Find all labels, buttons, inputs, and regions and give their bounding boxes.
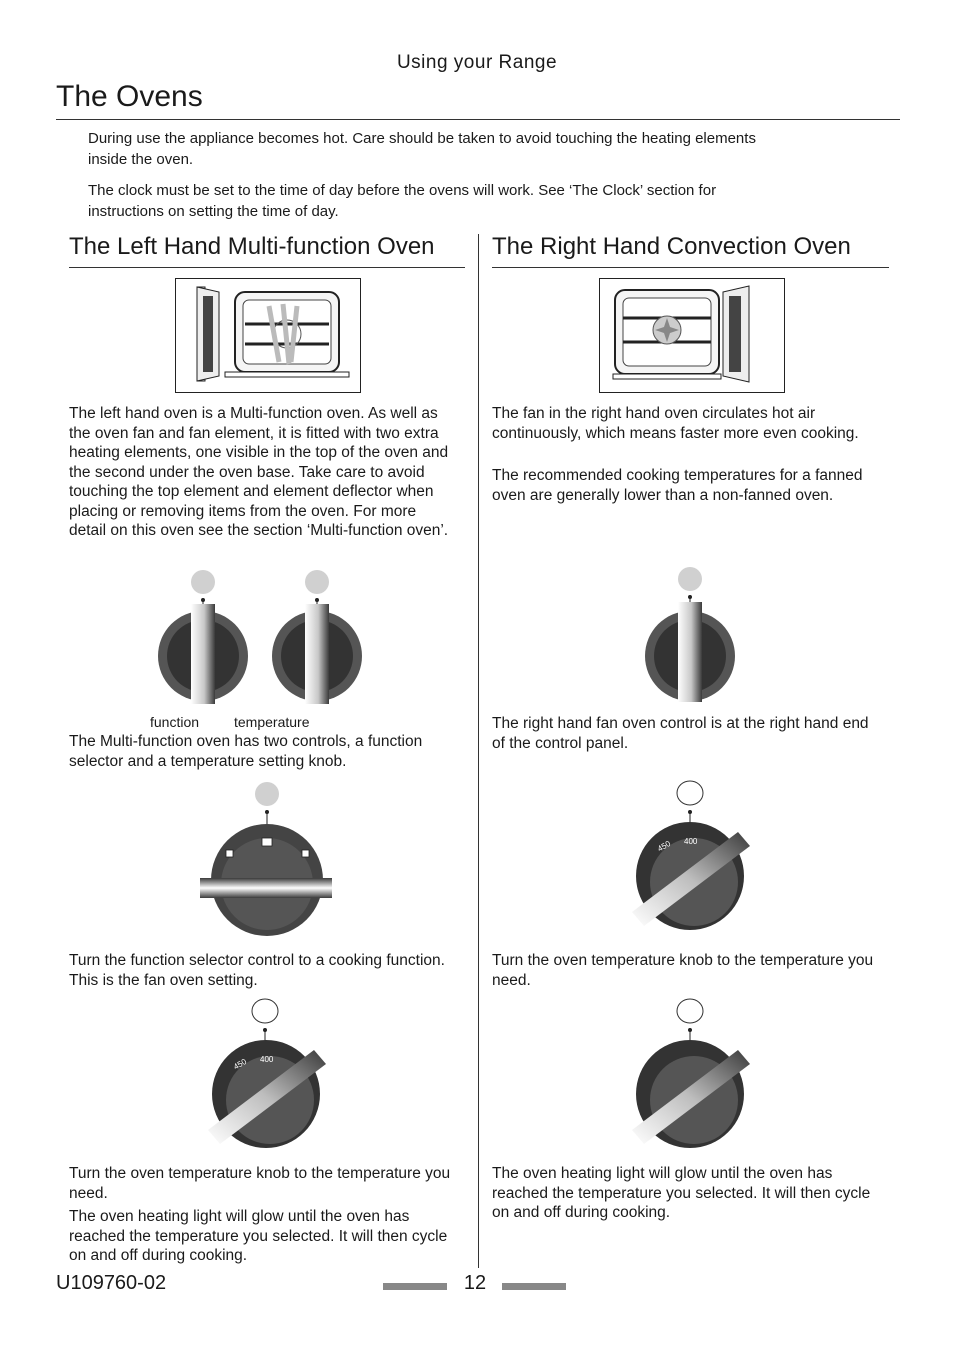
fan-symbol-icon <box>262 838 272 846</box>
right-dial-mark-400: 400 <box>684 837 698 846</box>
title-rule <box>56 119 900 120</box>
left-temperature-knob-illustration <box>208 998 328 1148</box>
left-function-instruction: Turn the function selector control to a cooking function. This is the fan oven setting. <box>69 952 445 989</box>
function-label: function <box>150 714 200 730</box>
right-oven-title: The Right Hand Convection Oven <box>492 233 851 260</box>
left-temperature-instruction: Turn the oven temperature knob to the temperature you need. <box>69 1165 451 1202</box>
right-oven-illustration <box>599 278 785 393</box>
left-title-rule <box>69 267 465 268</box>
footer-bar-right <box>502 1283 566 1290</box>
intro-paragraph-1: During use the appliance becomes hot. Care should be taken to avoid touching the heating elements inside the oven. <box>88 130 756 168</box>
column-divider <box>478 234 479 1268</box>
right-temperature-instruction: Turn the oven temperature knob to the temperature you need. <box>492 952 874 989</box>
convection-knob-illustration <box>640 566 740 706</box>
right-oven-description: The fan in the right hand oven circulates hot air continuously, which means faster more even cooking. <box>492 405 859 442</box>
page-title: The Ovens <box>56 80 203 113</box>
temperature-knob <box>272 570 362 704</box>
bake-symbol-icon <box>302 850 309 857</box>
left-oven-description: The left hand oven is a Multi-function oven. As well as the oven fan and fan element, it is fitted with two extra heating elements, one visible in the top of the oven and the second under the oven base. Take care to avoid touching the top element and element deflector when placing or removing items from the oven. For more detail on this oven see the section ‘Multi-function oven’. <box>69 405 449 539</box>
grill-symbol-icon <box>226 850 233 857</box>
right-title-rule <box>492 267 889 268</box>
document-code: U109760-02 <box>56 1272 167 1294</box>
intro-paragraph-2: The clock must be set to the time of day before the ovens will work. See ‘The Clock’ section for instructions on setting the time of day. <box>88 182 717 220</box>
page-number: 12 <box>463 1272 487 1294</box>
left-dial-mark-450: 450 <box>232 1056 249 1072</box>
temperature-label: temperature <box>234 714 310 730</box>
right-heating-light-knob-illustration <box>632 998 752 1148</box>
left-heating-light-note: The oven heating light will glow until the oven has reached the temperature you selected. It will then cycle on and off during cooking. <box>69 1208 448 1264</box>
function-selector-illustration <box>198 780 338 930</box>
section-header: Using your Range <box>396 52 558 73</box>
right-dial-mark-450: 450 <box>656 838 673 854</box>
right-heating-light-note: The oven heating light will glow until the oven has reached the temperature you selected. It will then cycle on and off during cooking. <box>492 1165 871 1221</box>
right-control-location: The right hand fan oven control is at the right hand end of the control panel. <box>492 715 869 752</box>
left-oven-illustration <box>175 278 361 393</box>
right-temperature-knob-illustration <box>632 780 752 930</box>
right-temperature-note: The recommended cooking temperatures for a fanned oven are generally lower than a non-fanned oven. <box>492 467 863 504</box>
footer-bar-left <box>383 1283 447 1290</box>
left-dial-mark-400: 400 <box>260 1055 274 1064</box>
multifunction-knobs-illustration <box>155 568 370 708</box>
function-knob <box>158 570 248 704</box>
left-oven-title: The Left Hand Multi-function Oven <box>69 233 435 260</box>
left-controls-description: The Multi-function oven has two controls, a function selector and a temperature setting knob. <box>69 733 423 770</box>
